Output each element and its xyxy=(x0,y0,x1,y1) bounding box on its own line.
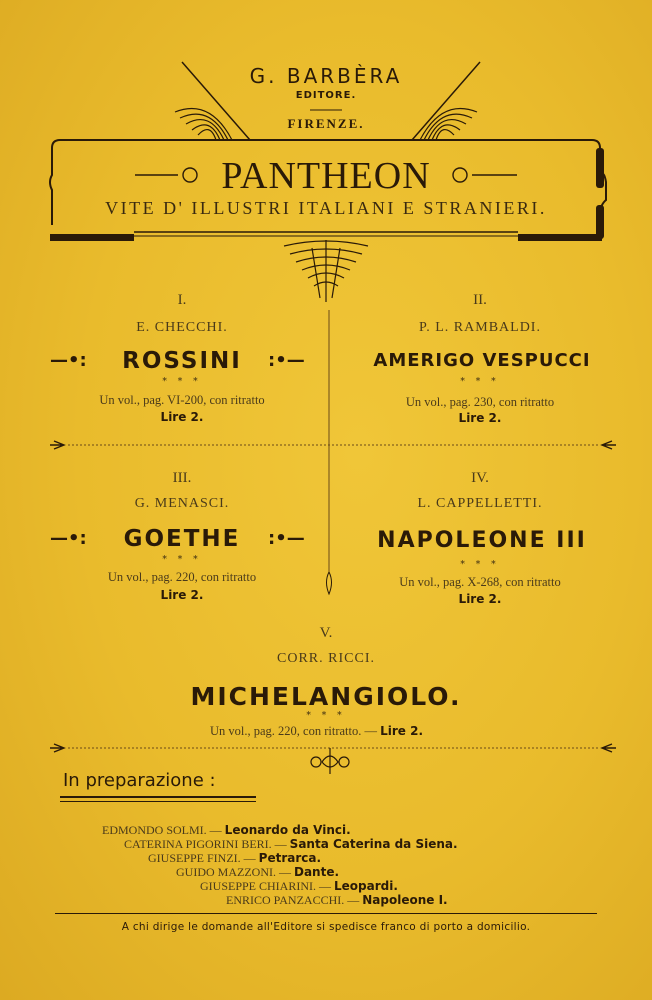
preparation-item: GIUSEPPE CHIARINI. — Leopardi. xyxy=(200,879,398,893)
volume-3-description: Un vol., pag. 220, con ritratto xyxy=(107,570,257,584)
publisher-role: EDITORE. xyxy=(295,90,357,101)
volume-2-stars: * * * xyxy=(460,377,500,387)
volume-2-price: Lire 2. xyxy=(458,411,502,425)
volume-4-stars: * * * xyxy=(460,560,500,570)
volume-2-description: Un vol., pag. 230, con ritratto xyxy=(405,395,555,409)
volume-1-title: ROSSINI xyxy=(122,348,242,374)
volume-3-author: G. MENASCI. xyxy=(134,496,230,511)
volume-2-author: P. L. RAMBALDI. xyxy=(419,320,541,335)
preparation-item: GIUSEPPE FINZI. — Petrarca. xyxy=(148,851,322,865)
volume-5-title: MICHELANGIOLO. xyxy=(190,682,462,711)
preparation-item: ENRICO PANZACCHI. — Napoleone I. xyxy=(226,893,448,907)
publisher-name: G. BARBÈRA xyxy=(249,64,403,88)
series-subtitle: VITE D' ILLUSTRI ITALIANI E STRANIERI. xyxy=(105,198,547,218)
volume-3-price: Lire 2. xyxy=(160,588,204,602)
series-title: PANTHEON xyxy=(221,155,431,197)
preparation-item: CATERINA PIGORINI BERI. — Santa Caterina da Siena. xyxy=(124,837,458,851)
volume-3-title: GOETHE xyxy=(123,526,241,552)
ornament-dash-right: :•— xyxy=(268,528,305,549)
preparation-item: EDMONDO SOLMI. — Leonardo da Vinci. xyxy=(102,823,351,837)
footer-rule xyxy=(55,913,597,914)
volume-4-title: NAPOLEONE III xyxy=(377,528,587,553)
ornament-dash-left: —•: xyxy=(50,350,87,371)
volume-5-stars: * * * xyxy=(306,711,346,721)
volume-4-numeral: IV. xyxy=(471,470,489,486)
preparation-item: GUIDO MAZZONI. — Dante. xyxy=(176,865,340,879)
volume-4-description: Un vol., pag. X-268, con ritratto xyxy=(399,575,561,589)
volume-1-author: E. CHECCHI. xyxy=(136,320,228,335)
volume-1-numeral: I. xyxy=(177,292,187,308)
volume-3-stars: * * * xyxy=(162,555,202,565)
volume-5-description-line xyxy=(210,724,423,739)
volume-5-numeral: V. xyxy=(319,625,333,641)
heading-underline-thin xyxy=(60,801,256,802)
ornament-dash-right: :•— xyxy=(268,350,305,371)
volume-5-description: Un vol., pag. 220, con ritratto. — xyxy=(210,724,377,738)
volume-1-price: Lire 2. xyxy=(160,410,204,424)
preparation-heading: In preparazione : xyxy=(63,770,216,791)
publisher-city: FIRENZE. xyxy=(287,116,365,131)
volume-4-author: L. CAPPELLETTI. xyxy=(417,496,543,511)
volume-4-price: Lire 2. xyxy=(458,592,502,606)
column-divider xyxy=(324,310,334,602)
volume-1-description: Un vol., pag. VI-200, con ritratto xyxy=(99,393,265,407)
volume-5-price: Lire 2. xyxy=(380,724,424,738)
heading-underline xyxy=(60,796,256,798)
volume-3-numeral: III. xyxy=(172,470,192,486)
volume-2-numeral: II. xyxy=(473,292,487,308)
volume-2-title: AMERIGO VESPUCCI xyxy=(373,350,591,371)
volume-1-stars: * * * xyxy=(162,377,202,387)
ornament-dash-left: —•: xyxy=(50,528,87,549)
footer-note: A chi dirige le domande all'Editore si spedisce franco di porto a domicilio. xyxy=(121,921,531,933)
separator-rule-1 xyxy=(50,438,616,452)
volume-5-author: CORR. RICCI. xyxy=(277,651,375,666)
